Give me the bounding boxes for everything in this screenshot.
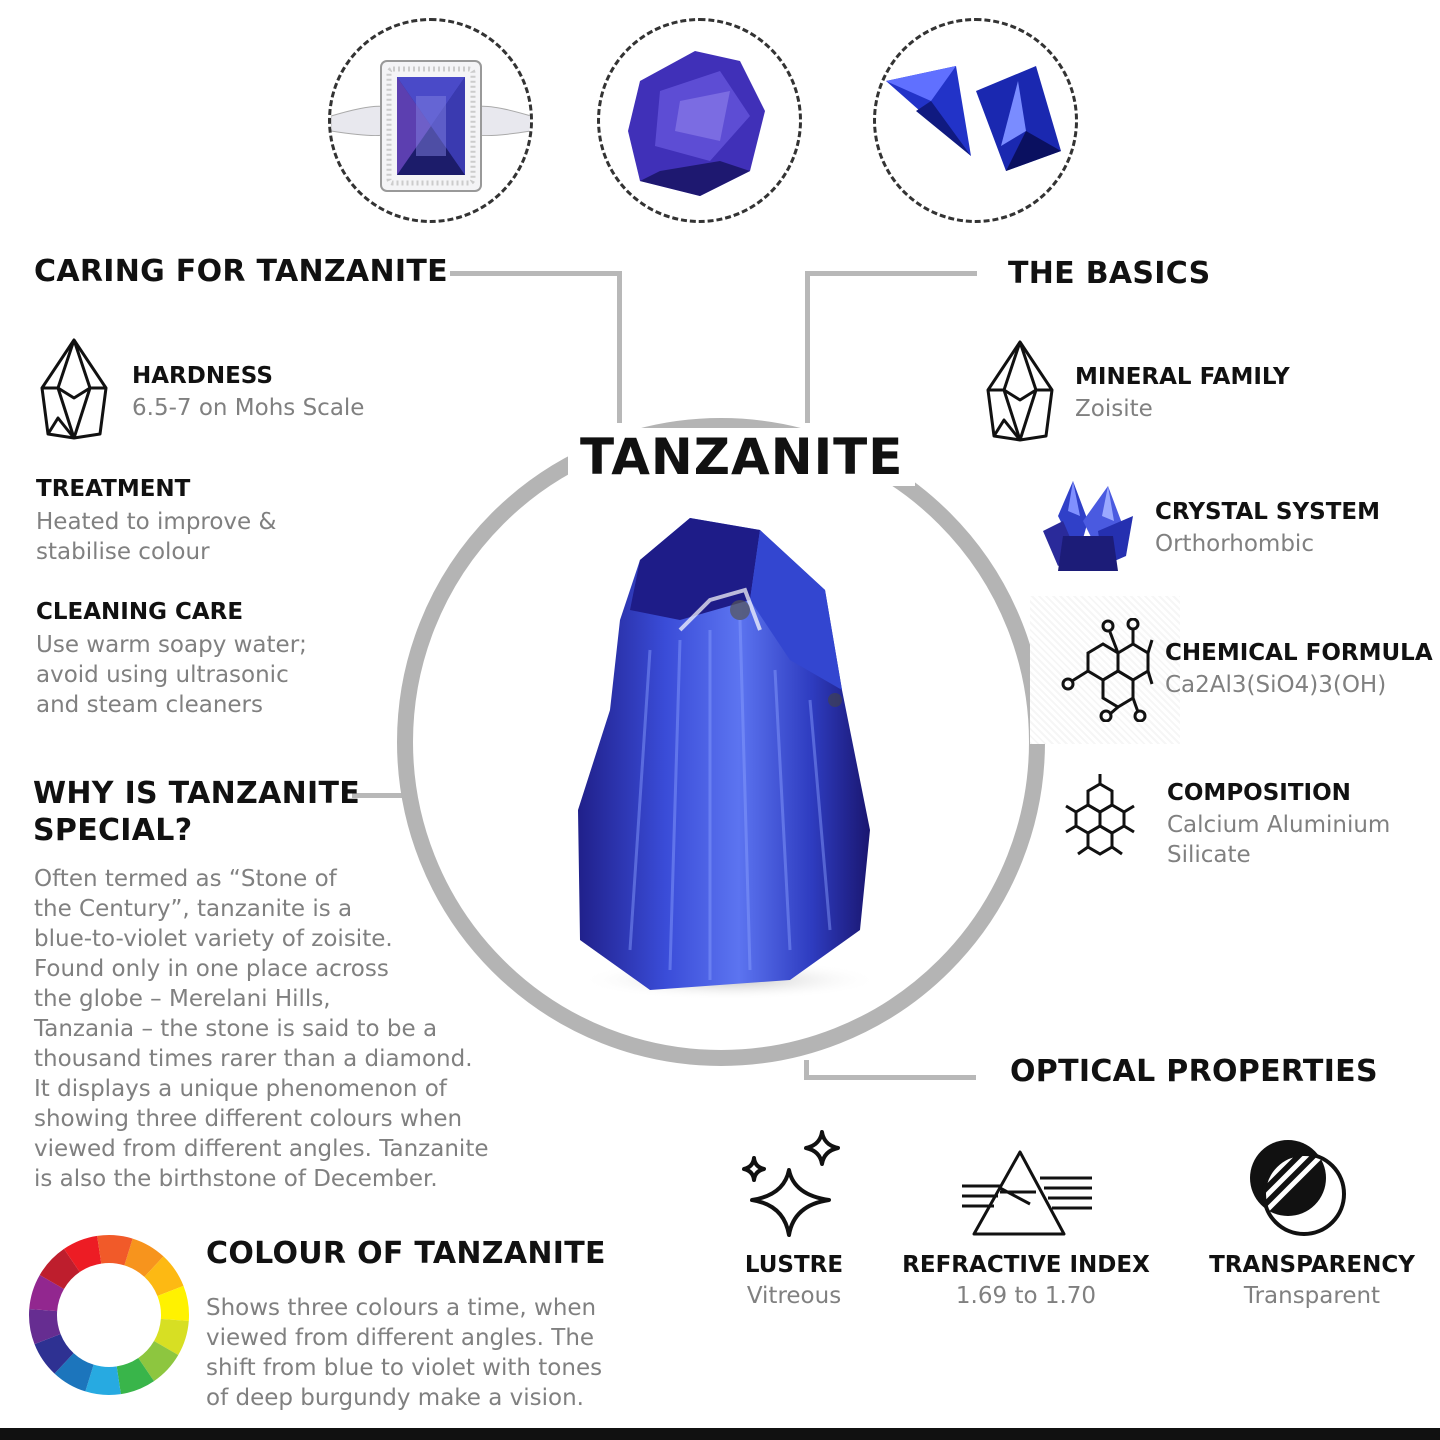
caring-heading: CARING FOR TANZANITE [34, 254, 448, 289]
mineral-family-value: Zoisite [1075, 396, 1153, 422]
hardness-label: HARDNESS [132, 363, 273, 389]
cleaning-label: CLEANING CARE [36, 599, 244, 625]
refractive-index-value: 1.69 to 1.70 [955, 1283, 1097, 1309]
colour-text: Shows three colours a time, when viewed from different angles. The shift from blue to violet with tones of deep burgundy make a vision. [206, 1295, 603, 1411]
hardness-value: 6.5-7 on Mohs Scale [132, 395, 365, 421]
connector-basics [805, 271, 977, 276]
molecule-icon [1058, 618, 1158, 722]
connector-basics-vertical [805, 271, 810, 423]
crystal-outline-icon [38, 338, 110, 442]
special-text: Often termed as “Stone of the Century”, tanzanite is a blue-to-violet variety of zoisite. Found only in one place across the globe – Merelani Hills, Tanzania – the stone is said to be a thousand times rarer than a diamond. It displays a unique phenomenon of showing three different colours when viewed from different angles. Tanzanite is also the birthstone of December. [34, 866, 489, 1192]
tanzanite-crystal-image [560, 510, 890, 1010]
colour-wheel-icon [28, 1234, 190, 1396]
lustre-value: Vitreous [746, 1283, 842, 1309]
chemical-formula-value: Ca2Al3(SiO4)3(OH) [1165, 672, 1387, 698]
chemical-formula-label: CHEMICAL FORMULA [1165, 640, 1433, 666]
composition-label: COMPOSITION [1167, 780, 1351, 806]
treatment-label: TREATMENT [36, 476, 191, 502]
connector-caring-vertical [617, 271, 622, 423]
basics-heading: THE BASICS [1008, 256, 1211, 291]
colour-heading: COLOUR OF TANZANITE [206, 1236, 606, 1271]
mineral-family-label: MINERAL FAMILY [1075, 364, 1290, 390]
crystal-system-value: Orthorhombic [1155, 531, 1314, 557]
connector-caring [450, 271, 622, 276]
cleaning-text: Use warm soapy water; avoid using ultrasonic and steam cleaners [36, 632, 307, 718]
optical-heading: OPTICAL PROPERTIES [1010, 1054, 1378, 1089]
crystal-cluster-icon [1038, 476, 1138, 576]
mineral-crystal-icon [984, 340, 1056, 444]
ring-photo [328, 18, 533, 223]
sparkle-icon [734, 1130, 844, 1240]
crystal-system-label: CRYSTAL SYSTEM [1155, 499, 1380, 525]
page-title: TANZANITE [568, 428, 915, 486]
special-heading: WHY IS TANZANITE SPECIAL? [33, 776, 361, 848]
transparency-label: TRANSPARENCY [1209, 1252, 1415, 1278]
bottom-bar [0, 1428, 1440, 1440]
hexagon-structure-icon [1056, 772, 1148, 862]
composition-value: Calcium Aluminium Silicate [1167, 812, 1391, 868]
treatment-text: Heated to improve & stabilise colour [36, 509, 277, 565]
transparency-icon [1246, 1136, 1350, 1240]
prism-icon [960, 1148, 1094, 1238]
lustre-label: LUSTRE [744, 1252, 844, 1278]
cut-gems-photo [873, 18, 1078, 223]
connector-optical [804, 1075, 976, 1080]
refractive-index-label: REFRACTIVE INDEX [902, 1252, 1150, 1278]
rough-stone-photo [597, 18, 802, 223]
transparency-value: Transparent [1243, 1283, 1381, 1309]
